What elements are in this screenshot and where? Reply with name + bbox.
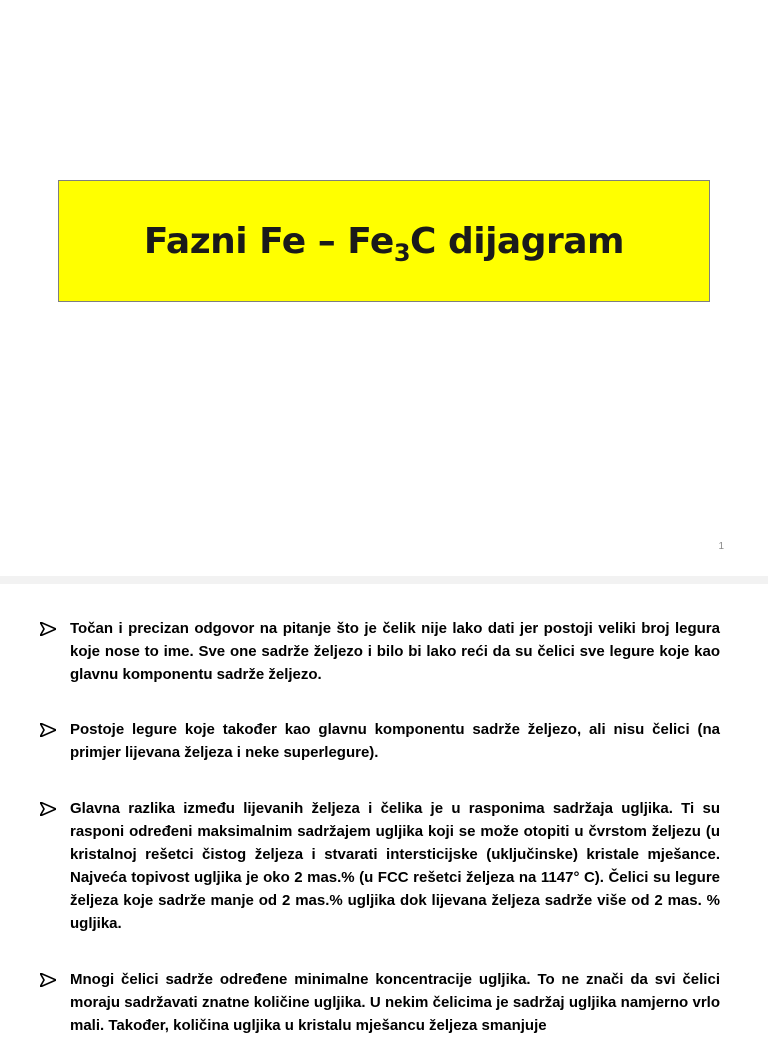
title-subscript: 3 [393, 238, 411, 267]
bullet-item [40, 617, 720, 686]
bullet-text: Mnogi čelici sadrže određene minimalne koncentracije ugljika. To ne znači da svi čelici moraju sadržavati znatne količine ugljika. U nekim čelicima je sadržaj ugljika namjerno vrlo mali. Također, količina ugljika u kristalu mješancu željeza smanjuje [70, 971, 720, 1034]
arrow-bullet-icon [40, 797, 70, 820]
slide-title [143, 220, 625, 267]
bullet-text: Točan i precizan odgovor na pitanje što je čelik nije lako dati jer postoji veliki broj legura koje nose to ime. Sve one sadrže željezo i bilo bi lako reći da su čelici sve legure koje kao glavnu komponentu sadrže željezo. [70, 620, 720, 683]
arrow-bullet-icon [40, 617, 70, 640]
arrow-bullet-icon [40, 718, 70, 741]
bullet-item [40, 718, 720, 764]
title-banner [58, 180, 710, 302]
slide-divider [0, 576, 768, 584]
bullet-text: Postoje legure koje također kao glavnu komponentu sadrže željezo, ali nisu čelici (na primjer lijevana željeza i neke superlegure). [70, 721, 720, 761]
bullet-item [40, 797, 720, 935]
bullet-text: Glavna razlika između lijevanih željeza i čelika je u rasponima sadržaja ugljika. Ti su rasponi određeni maksimalnim sadržajem ugljika koji se može otopiti u čvrstom željezu (u kristalnoj rešetci čistog željeza i stvarati intersticijske (uključinske) kristale mješance. Najveća topivost ugljika je oko 2 mas.% (u FCC rešetci željeza na 1147° C). Čelici su legure željeza koje sadrže manje od 2 mas.% ugljika dok lijevana željeza sadrže više od 2 mas. % ugljika. [70, 800, 720, 932]
arrow-bullet-icon [40, 968, 70, 991]
title-part-2: C dijagram [410, 220, 625, 262]
content-slide [0, 584, 768, 1034]
page-number: 1 [718, 541, 724, 552]
title-part-1: Fazni Fe – Fe [143, 220, 394, 262]
bullet-item [40, 968, 720, 1037]
